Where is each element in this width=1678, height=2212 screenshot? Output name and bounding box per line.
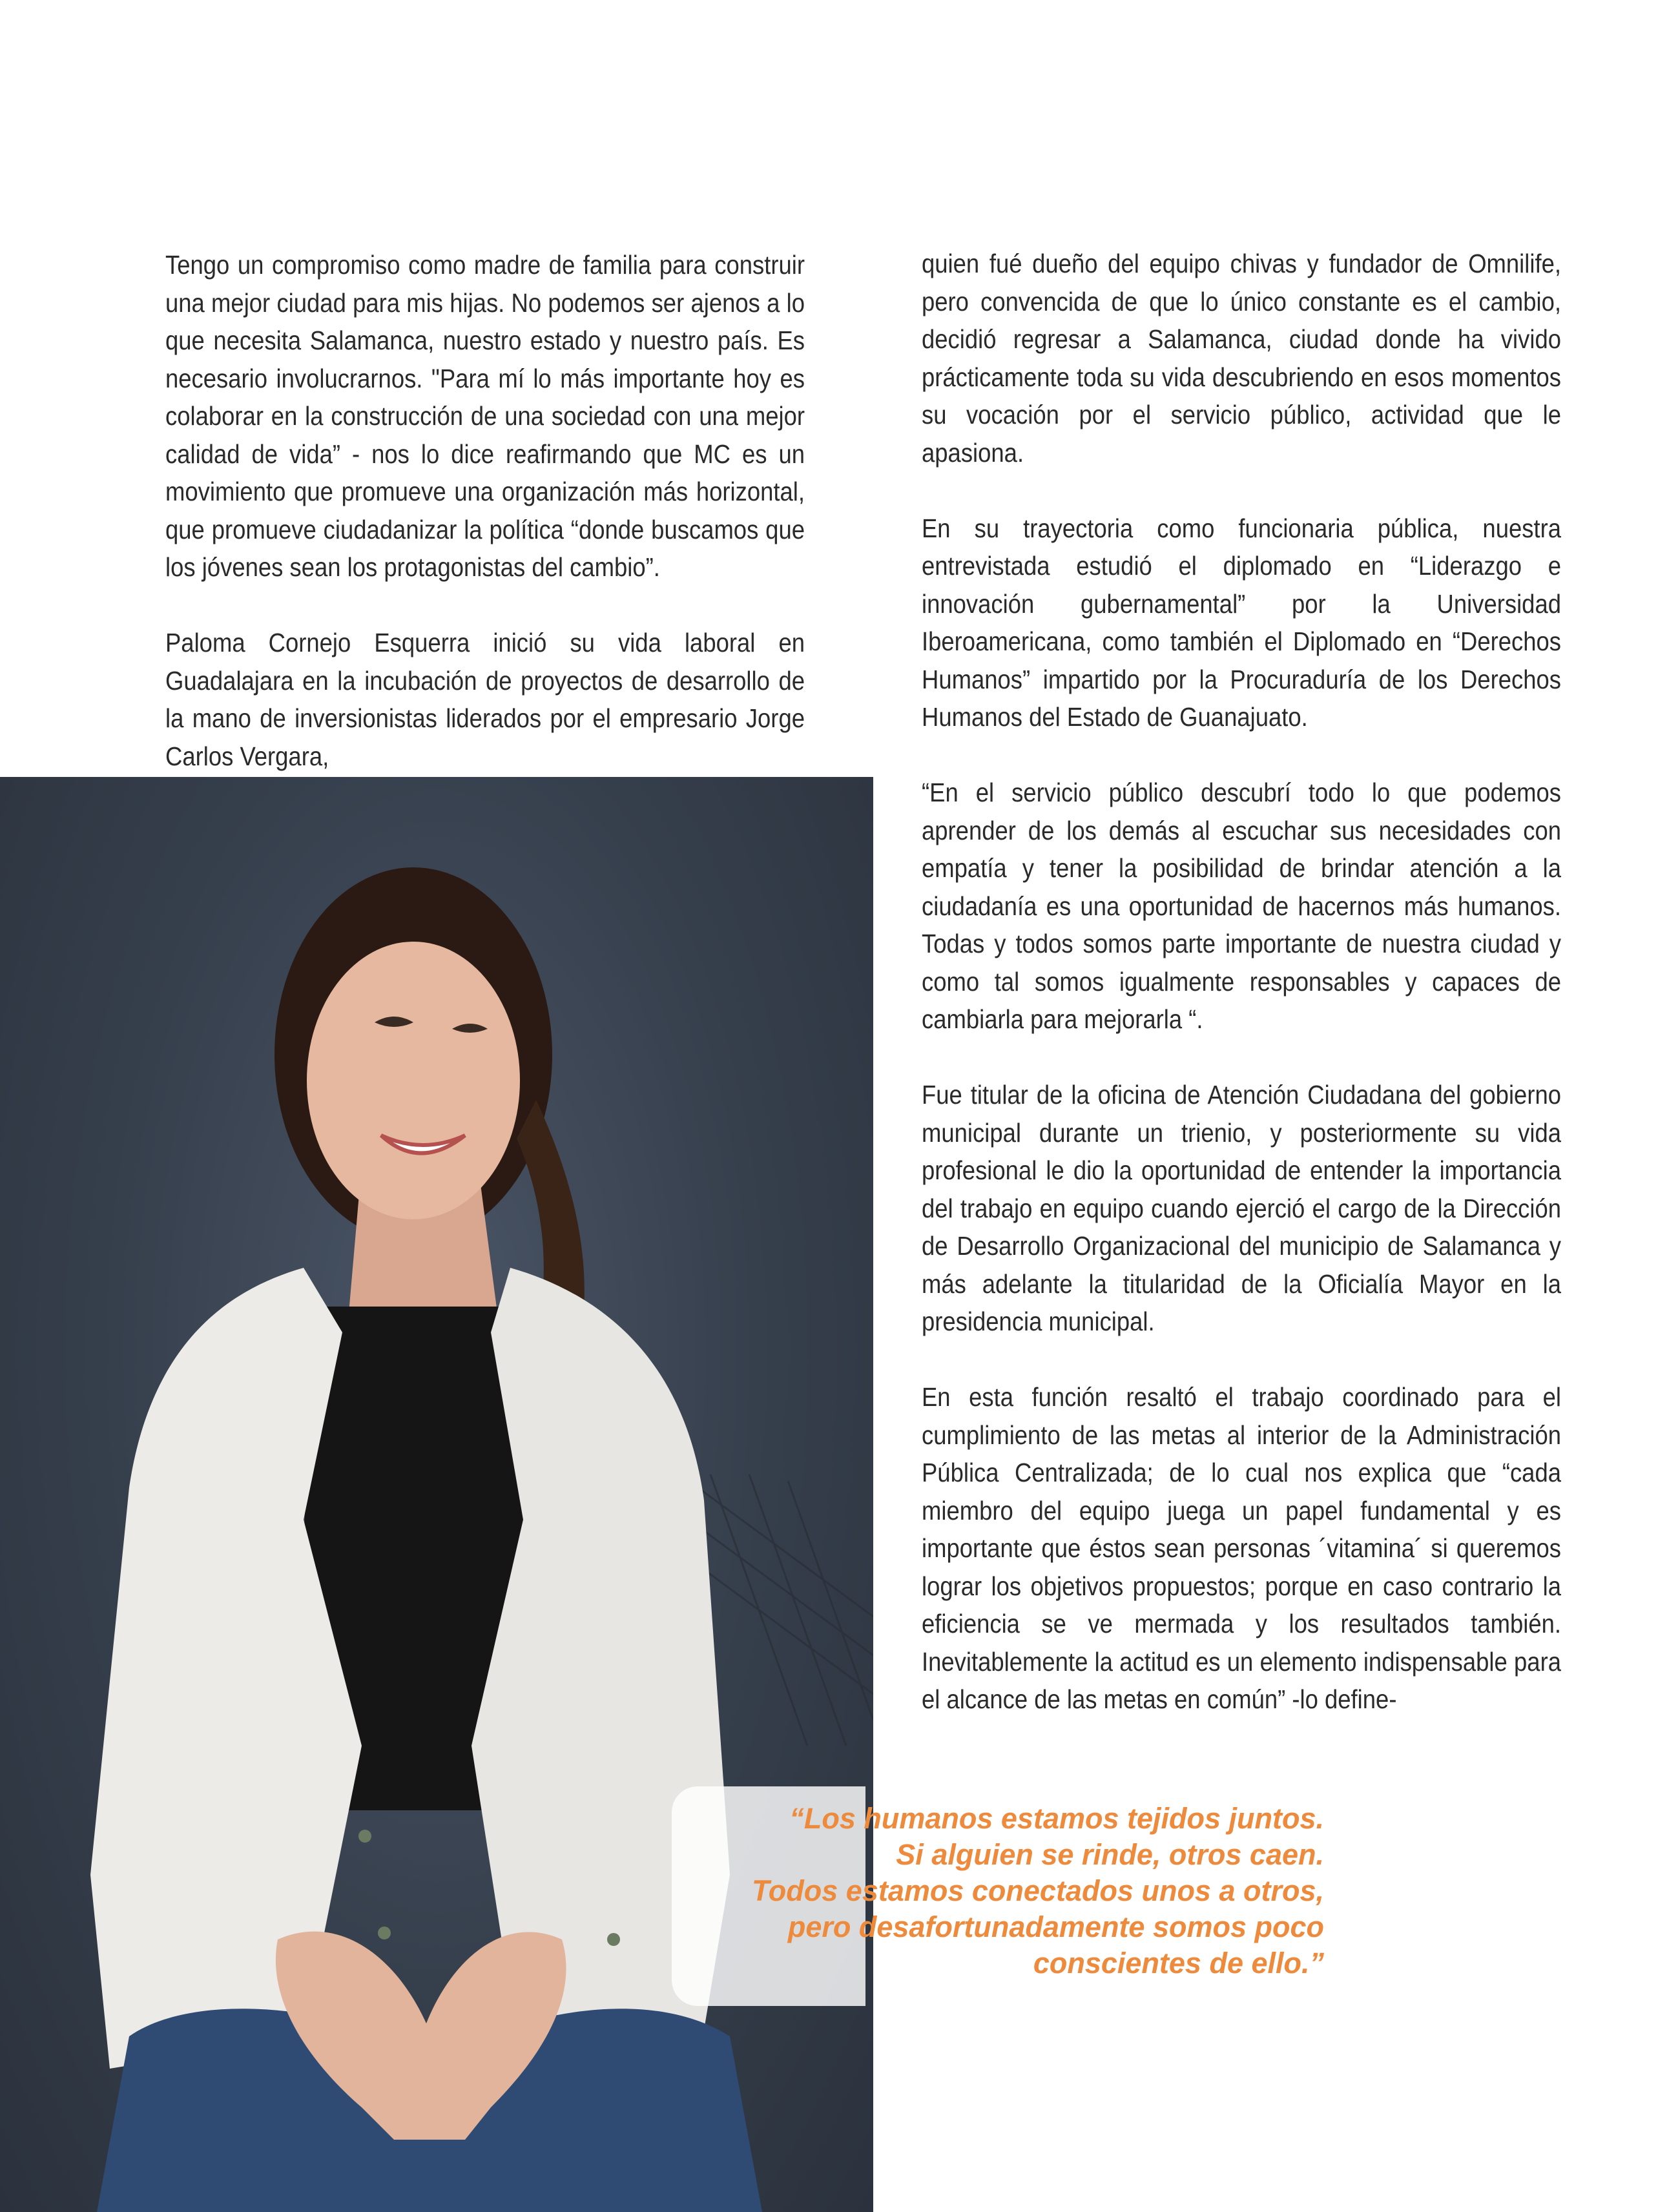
article-right-column	[922, 245, 1561, 1756]
article-left-column	[165, 246, 805, 813]
pull-quote: “Los humanos estamos tejidos juntos. Si alguien se rinde, otros caen. Todos estamos conectados unos a otros, pero desafortunadamente somos poco conscientes de ello.”	[751, 1802, 1324, 1979]
right-paragraph-4: Fue titular de la oficina de Atención Ciudadana del gobierno municipal durante un trienio, y posteriormente su vida profesional le dio la oportunidad de entender la importancia del trabajo en equipo cuando ejerció el cargo de la Dirección de Desarrollo Organizacional del municipio de Salamanca y más adelante la titularidad de la Oficialía Mayor en la presidencia municipal.	[922, 1080, 1561, 1336]
face	[307, 942, 520, 1219]
jacket-button	[378, 1927, 391, 1939]
right-paragraph-5: En esta función resaltó el trabajo coordinado para el cumplimiento de las metas al interior de la Administración Pública Centralizada; de lo cual nos explica que “cada miembro del equipo juega un papel fundamental y es importante que éstos sean personas ´vitamina´ si queremos lograr los objetivos propuestos; porque en caso contrario la eficiencia se ve mermada y los resultados también. Inevitablemente la actitud es un elemento indispensable para el alcance de las metas en común” -lo define-	[922, 1382, 1561, 1714]
jacket-button	[358, 1830, 371, 1843]
right-paragraph-3: “En el servicio público descubrí todo lo que podemos aprender de los demás al escuchar sus necesidades con empatía y tener la posibilidad de brindar atención a la ciudadanía es una oportunidad de hacernos más humanos. Todas y todos somos parte importante de nuestra ciudad y como tal somos igualmente responsables y capaces de cambiarla para mejorarla “.	[922, 778, 1561, 1034]
jacket-button	[607, 1933, 620, 1946]
right-paragraph-2: En su trayectoria como funcionaria pública, nuestra entrevistada estudió el diplomado en “Liderazgo e innovación gubernamental” por la Universidad Iberoamericana, como también el Diplomado en “Derechos Humanos” impartido por la Procuraduría de los Derechos Humanos del Estado de Guanajuato.	[922, 513, 1561, 732]
chair-mesh	[698, 1474, 873, 1746]
left-paragraph-1: Tengo un compromiso como madre de familia para construir una mejor ciudad para mis hijas. No podemos ser ajenos a lo que necesita Salamanca, nuestro estado y nuestro país. Es necesario involucrarnos. "Para mí lo más importante hoy es colaborar en la construcción de una sociedad con una mejor calidad de vida” - nos lo dice reafirmando que MC es un movimiento que promueve una organización más horizontal, que promueve ciudadanizar la política “donde buscamos que los jóvenes sean los protagonistas del cambio”.	[165, 250, 805, 582]
left-paragraph-2: Paloma Cornejo Esquerra inició su vida laboral en Guadalajara en la incubación de proyectos de desarrollo de la mano de inversionistas liderados por el empresario Jorge Carlos Vergara,	[165, 628, 805, 771]
right-paragraph-1: quien fué dueño del equipo chivas y fundador de Omnilife, pero convencida de que lo único constante es el cambio, decidió regresar a Salamanca, ciudad donde ha vivido prácticamente toda su vida descubriendo en esos momentos su vocación por el servicio público, actividad que le apasiona.	[922, 249, 1561, 468]
